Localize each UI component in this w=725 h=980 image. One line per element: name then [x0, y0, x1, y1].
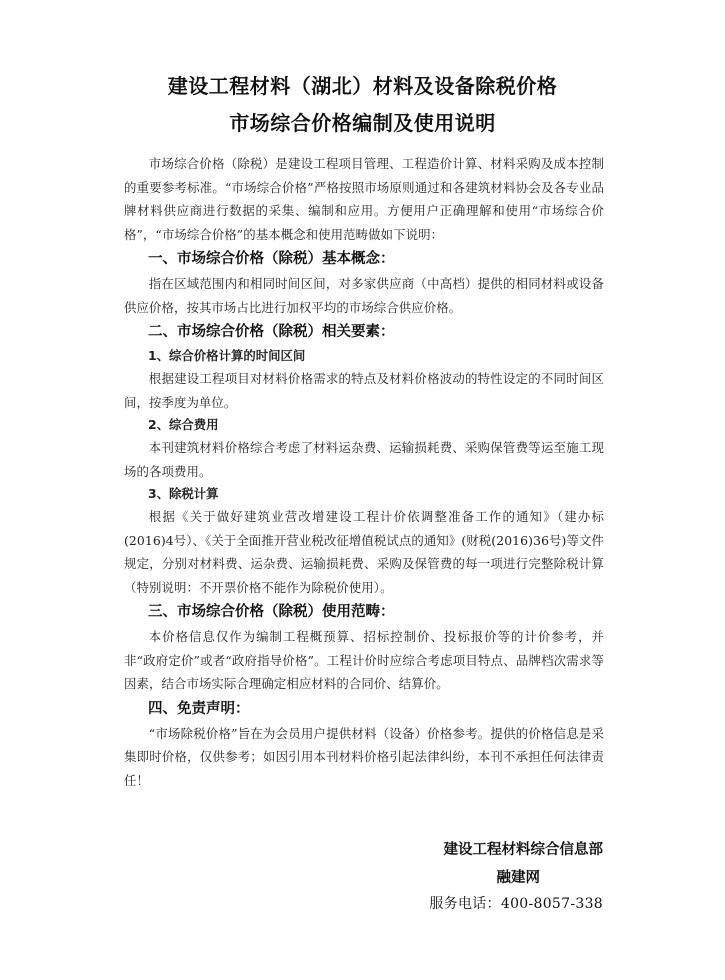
section-1-body: 指在区域范围内和相同时间区间，对多家供应商（中高档）提供的相同材料或设备供应价格，按其市场占比进行加权平均的市场综合供应价格。 — [124, 276, 604, 315]
section-2-item-2-body: 本刊建筑材料价格综合考虑了材料运杂费、运输损耗费、采购保管费等运至施工现场的各项费用。 — [124, 440, 604, 479]
section-3-body: 本价格信息仅作为编制工程概预算、招标控制价、投标报价等的计价参考，并非“政府定价”或者“政府指导价格”。工程计价时应综合考虑项目特点、品牌档次需求等因素，结合市场实际合理确定相应材料的合同价、结算价。 — [124, 629, 604, 691]
signature-department: 建设工程材料综合信息部 — [443, 842, 603, 858]
document-body — [124, 152, 604, 792]
intro-paragraph: 市场综合价格（除税）是建设工程项目管理、工程造价计算、材料采购及成本控制的重要参考标准。“市场综合价格”严格按照市场原则通过和各建筑材料协会及各专业品牌材料供应商进行数据的采集、编制和应用。方便用户正确理解和使用“市场综合价格”，“市场综合价格”的基本概念和使用范畴做如下说明： — [124, 156, 604, 242]
section-2-item-1-title: 1、综合价格计算的时间区间 — [148, 348, 306, 363]
document-title: 建设工程材料（湖北）材料及设备除税价格 — [167, 74, 558, 98]
section-2-item-3-body: 根据《关于做好建筑业营改增建设工程计价依调整准备工作的通知》（建办标(2016)4号）、《关于全面推开营业税改征增值税试点的通知》(财税(2016)36号)等文件规定，分别对材料费、运杂费、运输损耗费、采购及保管费的每一项进行完整除税计算（特别说明：不开票价格不能作为除税价使用）。 — [124, 509, 604, 595]
section-2-item-2-title: 2、综合费用 — [148, 417, 219, 432]
section-4-body: “市场除税价格”旨在为会员用户提供材料（设备）价格参考。提供的价格信息是采集即时价格，仅供参考；如因引用本刊材料价格引起法律纠纷，本刊不承担任何法律责任！ — [124, 725, 604, 788]
section-4-heading: 四、免责声明： — [148, 700, 250, 717]
document-subtitle: 市场综合价格编制及使用说明 — [229, 111, 496, 135]
section-2-item-1-body: 根据建设工程项目对材料价格需求的特点及材料价格波动的特性设定的不同时间区间，按季度为单位。 — [124, 371, 604, 410]
signature-company: 融建网 — [496, 870, 540, 886]
section-2-item-3-title: 3、除税计算 — [148, 486, 219, 501]
section-1-heading: 一、市场综合价格（除税）基本概念： — [148, 251, 395, 267]
section-2-heading: 二、市场综合价格（除税）相关要素： — [148, 324, 395, 340]
signature-phone: 服务电话：400-8057-338 — [429, 896, 603, 912]
section-3-heading: 三、市场综合价格（除税）使用范畴： — [148, 604, 395, 620]
